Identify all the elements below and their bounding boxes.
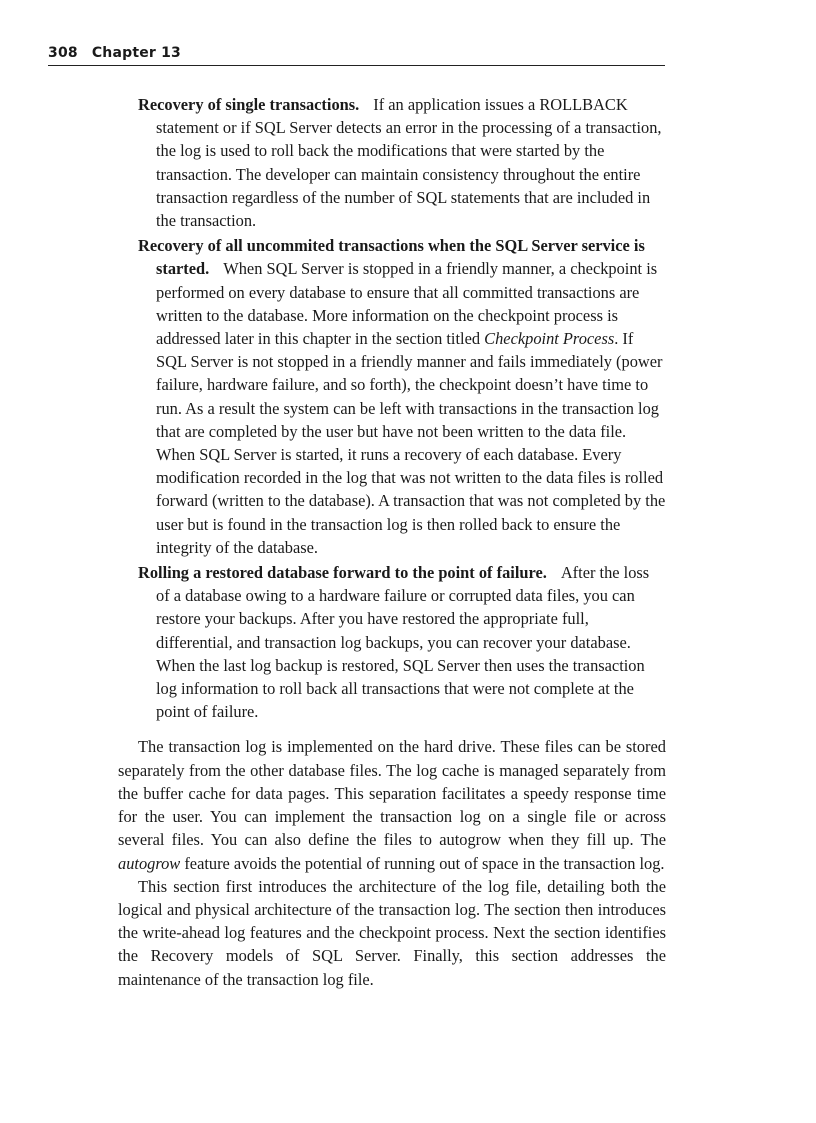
body-text [118, 93, 666, 991]
page-number: 308 [48, 45, 78, 61]
paragraph-emphasis: autogrow [118, 853, 181, 873]
list-item-text: After the loss of a database owing to a hardware failure or corrupted data files, you can restore your backups. After you have restored the appropriate full, differential, and transaction log backups, you can recover your database. When the last log backup is restored, SQL Server then uses the transaction log information to roll back all transactions that were not complete at the point of failure. [156, 563, 650, 722]
paragraph [118, 735, 666, 874]
list-item-term: Recovery of single transactions. [138, 95, 360, 114]
list-item [138, 93, 666, 232]
running-header [48, 44, 665, 66]
list-item-text: When SQL Server is stopped in a friendly manner, a checkpoint is performed on every database to ensure that all committed transactions are written to the database. More information on the checkpoint process is addressed later in this chapter in the section titled [156, 259, 658, 349]
paragraph-text: The transaction log is implemented on the hard drive. These files can be stored separately from the other database files. The log cache is managed separately from the buffer cache for data pages. This separation facilitates a speedy response time for the user. You can implement the transaction log on a single file or across several files. You can also define the files to autogrow when they fill up. The [118, 737, 666, 850]
paragraph: This section first introduces the architecture of the log file, detailing both the logical and physical architecture of the transaction log. The section then introduces the write-ahead log features and the checkpoint process. Next the section identifies the Recovery models of SQL Server. Finally, this section addresses the maintenance of the transaction log file. [118, 876, 666, 989]
list-item-text: . If SQL Server is not stopped in a friendly manner and fails immediately (power failure, hardware failure, and so forth), the checkpoint doesn’t have time to run. As a result the system can be left with transactions in the transaction log that are completed by the user but have not been written to the data file. When SQL Server is started, it runs a recovery of each database. Every modification recorded in the log that was not written to the data files is rolled forward (written to the database). A transaction that was not completed by the user but is found in the transaction log is then rolled back to ensure the integrity of the database. [156, 329, 666, 557]
list-item [138, 561, 666, 723]
list-item [138, 234, 666, 559]
list-item-emphasis: Checkpoint Process [484, 329, 615, 349]
chapter-title: Chapter 13 [91, 45, 181, 61]
list-item-term: Rolling a restored database forward to the point of failure. [138, 563, 547, 583]
list-item-text: If an application issues a ROLLBACK statement or if SQL Server detects an error in the processing of a transaction, the log is used to roll back the modifications that were started by the transaction. The developer can maintain consistency throughout the entire transaction regardless of the number of SQL statements that are included in the transaction. [156, 95, 662, 231]
list-item-term: Recovery of all uncommited transactions when the SQL Server service is started. [138, 236, 645, 279]
paragraph-text: feature avoids the potential of running out of space in the transaction log. [180, 853, 665, 873]
